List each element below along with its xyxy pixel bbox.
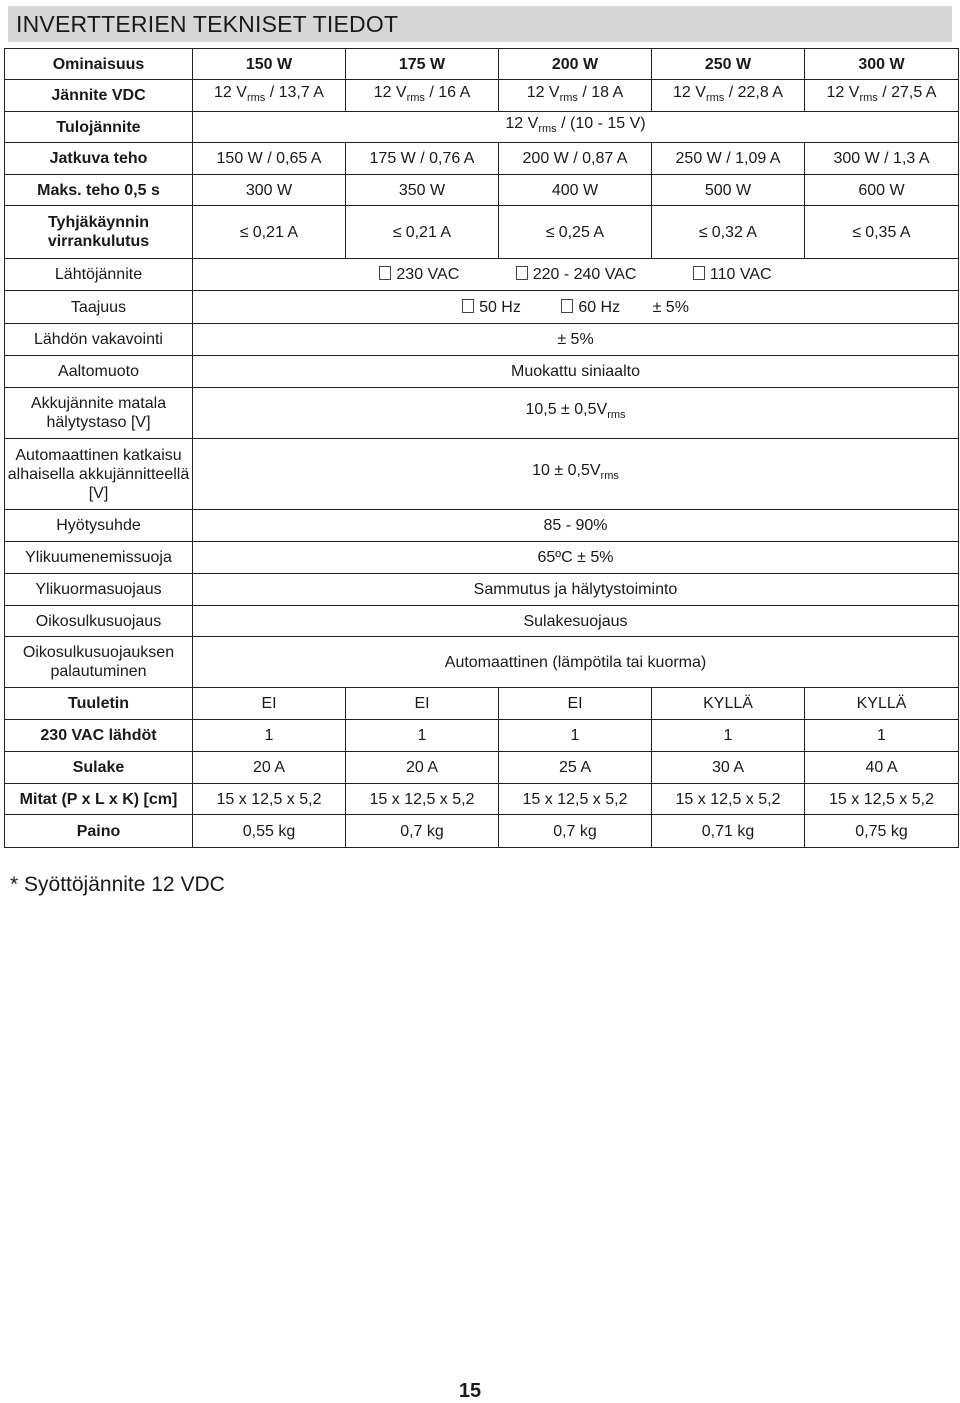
table-cell: $10 \pm 0,5V_{rms}$: [193, 439, 959, 510]
table-row: [5, 752, 959, 784]
header-model: 300 W: [805, 49, 959, 80]
row-label: Lähtöjännite: [5, 259, 193, 291]
row-label: Lähdön vakavointi: [5, 324, 193, 356]
row-label: Akkujännite matala hälytystaso [V]: [5, 388, 193, 439]
table-row: [5, 510, 959, 542]
table-cell: 500 W: [652, 175, 805, 206]
table-cell: EI: [499, 688, 652, 720]
table-row: [5, 574, 959, 606]
row-label: Oikosulkusuojauksen palautuminen: [5, 637, 193, 688]
checkbox-icon: [693, 266, 705, 280]
table-row: [5, 143, 959, 175]
table-cell: 12 $V_{rms} / 22,8$ A: [652, 80, 805, 112]
checkbox-icon: [462, 299, 474, 313]
table-cell: 150 W / 0,65 A: [193, 143, 346, 175]
table-cell: ≤ 0,25 A: [499, 206, 652, 259]
table-cell: 350 W: [346, 175, 499, 206]
table-cell: EI: [193, 688, 346, 720]
less-equal-icon: ≤: [392, 223, 402, 241]
header-model: 175 W: [346, 49, 499, 80]
table-row: [5, 80, 959, 112]
table-cell: 0,7 kg: [499, 815, 652, 848]
header-model: 150 W: [193, 49, 346, 80]
table-cell: $10,5 \pm 0,5V_{rms}$: [193, 388, 959, 439]
table-cell: 20 A: [346, 752, 499, 784]
row-label: Hyötysuhde: [5, 510, 193, 542]
page-number: 15: [458, 1380, 482, 1402]
table-cell: KYLLÄ: [652, 688, 805, 720]
table-row: [5, 542, 959, 574]
checkbox-icon: [561, 299, 573, 313]
table-cell: 50 Hz 60 Hz ± 5%: [193, 291, 959, 324]
table-row: [5, 259, 959, 291]
table-cell: 1: [652, 720, 805, 752]
row-label: Taajuus: [5, 291, 193, 324]
less-equal-icon: ≤: [239, 223, 249, 241]
table-cell: Sammutus ja hälytystoiminto: [193, 574, 959, 606]
table-cell: 15 x 12,5 x 5,2: [346, 784, 499, 815]
footnote: * Syöttöjännite 12 VDC: [10, 873, 225, 896]
table-cell: 30 A: [652, 752, 805, 784]
table-row: [5, 439, 959, 510]
row-label: Sulake: [5, 752, 193, 784]
table-row: [5, 356, 959, 388]
table-cell: ≤ 0,21 A: [346, 206, 499, 259]
table-cell: 300 W / 1,3 A: [805, 143, 959, 175]
table-cell: 25 A: [499, 752, 652, 784]
table-cell: 200 W / 0,87 A: [499, 143, 652, 175]
table-cell: 1: [346, 720, 499, 752]
table-cell: ≤ 0,35 A: [805, 206, 959, 259]
table-cell: 85 - 90%: [193, 510, 959, 542]
table-cell: 0,7 kg: [346, 815, 499, 848]
table-cell: 0,71 kg: [652, 815, 805, 848]
row-label: Ylikuormasuojaus: [5, 574, 193, 606]
row-label: Tuuletin: [5, 688, 193, 720]
table-cell: Automaattinen (lämpötila tai kuorma): [193, 637, 959, 688]
row-label: Jatkuva teho: [5, 143, 193, 175]
table-row: [5, 388, 959, 439]
table-row: [5, 175, 959, 206]
less-equal-icon: ≤: [852, 223, 862, 241]
table-cell: 230 VAC 220 - 240 VAC 110 VAC: [193, 259, 959, 291]
row-label: 230 VAC lähdöt: [5, 720, 193, 752]
row-label: Oikosulkusuojaus: [5, 606, 193, 637]
table-cell: 15 x 12,5 x 5,2: [652, 784, 805, 815]
table-row: [5, 206, 959, 259]
table-cell: 40 A: [805, 752, 959, 784]
table-header-row: [5, 49, 959, 80]
row-label: Tulojännite: [5, 112, 193, 143]
table-cell: 12 $V_{rms} / (10 - 15$ V): [193, 112, 959, 143]
spec-table: [4, 48, 959, 848]
page-title: INVERTTERIEN TEKNISET TIEDOT: [8, 6, 952, 42]
table-cell: 20 A: [193, 752, 346, 784]
checkbox-icon: [379, 266, 391, 280]
header-label: Ominaisuus: [5, 49, 193, 80]
row-label: Jännite VDC: [5, 80, 193, 112]
table-cell: EI: [346, 688, 499, 720]
table-row: [5, 112, 959, 143]
row-label: Maks. teho 0,5 s: [5, 175, 193, 206]
table-cell: KYLLÄ: [805, 688, 959, 720]
table-cell: 300 W: [193, 175, 346, 206]
table-cell: 1: [499, 720, 652, 752]
table-cell: 1: [193, 720, 346, 752]
table-cell: 65ºC ± 5%: [193, 542, 959, 574]
table-row: [5, 291, 959, 324]
table-row: [5, 637, 959, 688]
header-model: 250 W: [652, 49, 805, 80]
row-label: Automaattinen katkaisu alhaisella akkujännitteellä [V]: [5, 439, 193, 510]
table-cell: 12 $V_{rms} / 27,5$ A: [805, 80, 959, 112]
table-row: [5, 815, 959, 848]
less-equal-icon: ≤: [545, 223, 555, 241]
table-cell: Muokattu siniaalto: [193, 356, 959, 388]
table-cell: 175 W / 0,76 A: [346, 143, 499, 175]
table-cell: 600 W: [805, 175, 959, 206]
table-cell: 0,55 kg: [193, 815, 346, 848]
less-equal-icon: ≤: [698, 223, 708, 241]
table-cell: ≤ 0,32 A: [652, 206, 805, 259]
table-cell: 12 $V_{rms} / 13,7$ A: [193, 80, 346, 112]
table-cell: 250 W / 1,09 A: [652, 143, 805, 175]
table-cell: ± 5%: [193, 324, 959, 356]
table-cell: Sulakesuojaus: [193, 606, 959, 637]
row-label: Ylikuumenemissuoja: [5, 542, 193, 574]
table-cell: 0,75 kg: [805, 815, 959, 848]
table-cell: ≤ 0,21 A: [193, 206, 346, 259]
table-cell: 12 $V_{rms} / 16$ A: [346, 80, 499, 112]
table-row: [5, 720, 959, 752]
header-model: 200 W: [499, 49, 652, 80]
table-cell: 400 W: [499, 175, 652, 206]
table-row: [5, 784, 959, 815]
table-cell: 12 $V_{rms} / 18$ A: [499, 80, 652, 112]
table-row: [5, 324, 959, 356]
row-label: Tyhjäkäynnin virrankulutus: [5, 206, 193, 259]
table-row: [5, 606, 959, 637]
checkbox-icon: [516, 266, 528, 280]
row-label: Mitat (P x L x K) [cm]: [5, 784, 193, 815]
table-cell: 1: [805, 720, 959, 752]
table-cell: 15 x 12,5 x 5,2: [805, 784, 959, 815]
table-row: [5, 688, 959, 720]
row-label: Paino: [5, 815, 193, 848]
table-cell: 15 x 12,5 x 5,2: [193, 784, 346, 815]
table-cell: 15 x 12,5 x 5,2: [499, 784, 652, 815]
row-label: Aaltomuoto: [5, 356, 193, 388]
